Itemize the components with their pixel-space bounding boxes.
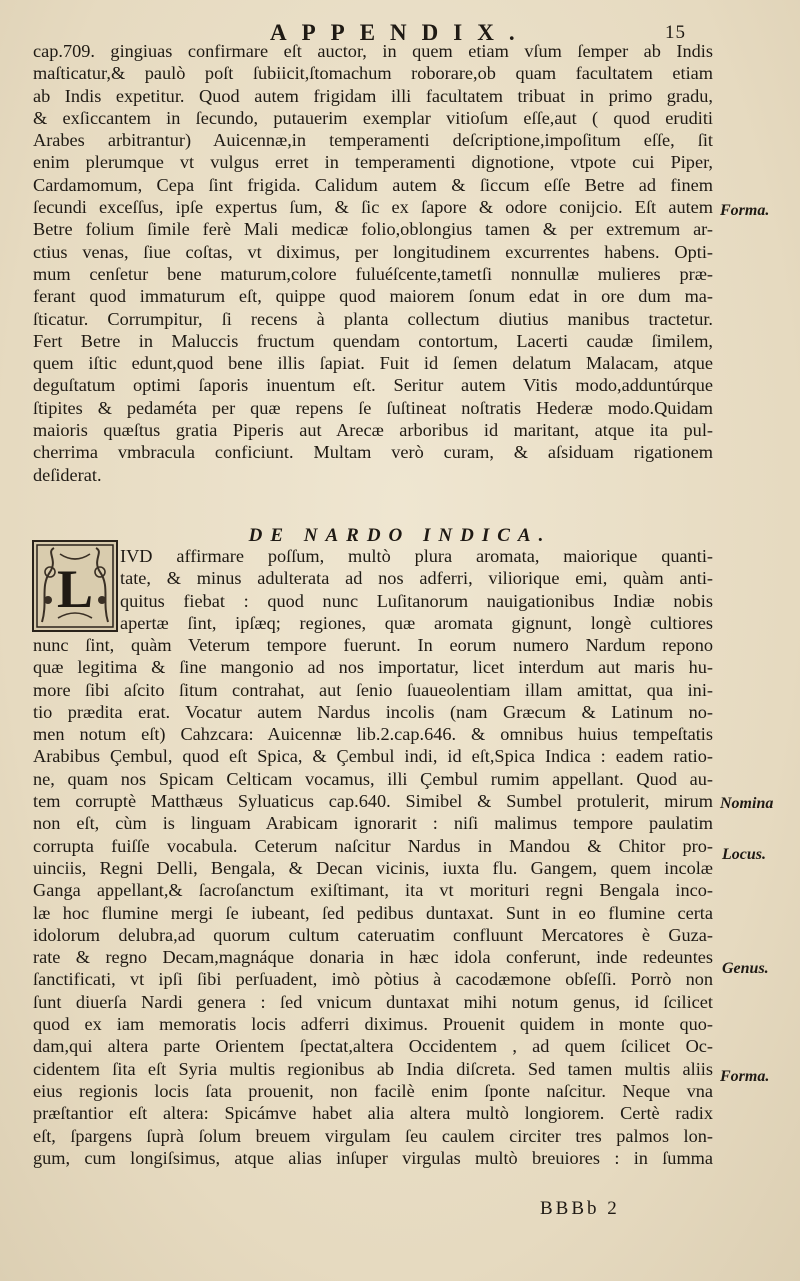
page-header — [0, 10, 800, 44]
text-line: ab Indis expetitur. Quod autem frigidam illi facultatem tribuat in primo gradu, — [33, 85, 713, 106]
text-line: eſt, ſpargens ſuprà ſolum breuem virgulam ſeu caulem circiter tres palmos lon- — [33, 1125, 713, 1146]
text-line: læ hoc flumine mergi ſe iubeant, ſed pedibus duntaxat. Sunt in eo flumine certa — [33, 902, 713, 923]
margin-note-nomina: Nomina — [720, 795, 774, 812]
text-line: dam,qui altera parte Orientem ſpectat,altera Occidentem , ad quem ſcilicet Oc- — [33, 1036, 713, 1057]
text-line: tio prædita erat. Vocatur autem Nardus incolis (nam Græcum & Latinum no- — [33, 701, 713, 722]
text-line: cherrima vmbracula conficiunt. Multam verò curam, & aſsiduam rigationem — [33, 442, 713, 463]
text-line: corrupta fuiſſe vocabula. Ceterum naſcitur Nardus in Mandou & Chitor pro- — [33, 835, 713, 856]
text-line: Fert Betre in Maluccis fructum quendam contortum, Lacerti caudæ ſimilem, — [33, 330, 713, 351]
text-line: ſtipites & pedaméta per quæ repens ſe ſuſtineat noſtratis Hederæ modo.Quidam — [33, 397, 713, 418]
text-line: quæ legitima & ſine mangonio ad nos importatur, licet interdum aut maris hu- — [33, 657, 713, 678]
drop-cap-letter: L — [56, 559, 94, 619]
margin-note-genus: Genus. — [722, 960, 769, 977]
text-line: & exſiccantem in ſecundo, putauerim exemplar vitioſum eſſe,aut ( quod eruditi — [33, 107, 713, 128]
text-line: maſticatur,& paulò poſt ſubiicit,ſtomachum roborare,ob quam facultatem etiam — [33, 63, 713, 84]
section-heading: DE NARDO INDICA. — [248, 525, 552, 546]
text-line: præſtantior eſt altera: Spicámve habet alia altera multò longiorem. Certè radix — [33, 1103, 713, 1124]
body-text-paragraph-2 — [33, 634, 713, 1169]
text-line: idolorum delubra,ad quorum cultum cateruatim confluunt Mercatores è Guza- — [33, 924, 713, 945]
text-line: Cardamomum, Cepa ſint frigida. Calidum autem & ſiccum eſſe Betre ad finem — [33, 174, 713, 195]
text-line: nunc ſint, quàm Veterum tempore fuerunt. In eorum numero Nardum repono — [33, 635, 713, 655]
text-line: ne, quam nos Spicam Celticam vocamus, illi Çembul rumim appellant. Quod au- — [33, 768, 713, 789]
text-line: more ſibi aſcito ſitum contrahat, aut ſenio ſuaueolentiam illam amittat, qua ini- — [33, 679, 713, 700]
text-line: Arabibus Çembul, quod eſt Spica, & Çembul indi, id eſt,Spica Indica : eadem ratio- — [33, 746, 713, 767]
margin-note-forma: Forma. — [720, 202, 770, 219]
text-line: Ganga appellant,& ſacroſanctum exiſtimant, ita vt morituri regni Bengala inco- — [33, 880, 713, 901]
text-line: apertæ ſint, ipſæq; regiones, quæ aromata gignunt, longè cultiores — [120, 612, 713, 633]
text-line: cidentem ſita eſt Syria multis regionibus ab India diſcreta. Sed tamen multis aliis — [33, 1058, 713, 1079]
decorated-initial — [32, 540, 118, 632]
text-line: rate & regno Decam,magnáque donaria in hæc idola conferunt, inde redeuntes — [33, 947, 713, 968]
text-line: tate, & minus adulterata ad nos adferri, viliorique emi, quàm anti- — [120, 568, 713, 589]
text-line: ſticatur. Corrumpitur, ſi recens à planta collectum diutius manibus tractetur. — [33, 308, 713, 329]
text-line: men notum eſt) Cahzcara: Auicennæ lib.2.cap.646. & omnibus huius tempeſtatis — [33, 724, 713, 745]
text-line: cap.709. gingiuas confirmare eſt auctor, in quem etiam vſum ſemper ab Indis — [33, 41, 713, 61]
text-line: gum, cum longiſsimus, atque alias inſuper virgulas multò breuiores : in ſumma — [33, 1147, 713, 1168]
text-line: quitus fiebat : quod nunc Luſitanorum nauigationibus Indiæ nobis — [120, 590, 713, 611]
text-line: Betre folium ſimile ferè Mali medicæ folio,oblongius tamen & per extremum ar- — [33, 219, 713, 240]
text-line: ſunt diuerſa Nardi genera : ſed vnicum duntaxat mihi notum genus, id ſcilicet — [33, 991, 713, 1012]
text-line: eius regionis locis ſata prouenit, non facilè enim ſponte naſcitur. Neque vna — [33, 1080, 713, 1101]
text-line: ſecundi exceſſus, ipſe expertus ſum, & ſic ex ſapore & odore conijcio. Eſt autem — [33, 197, 713, 218]
margin-note-forma-2: Forma. — [720, 1068, 770, 1085]
text-line: maioris quæſtus gratia Piperis aut Arecæ arboribus id maritant, atque ita pul- — [33, 420, 713, 441]
page-number: 15 — [665, 22, 686, 43]
body-text-paragraph-1 — [33, 40, 713, 486]
text-line: deſiderat. — [33, 464, 102, 485]
text-line: non eſt, cùm is linguam Arabicam ignorarit : niſi malimus tempore paulatim — [33, 813, 713, 834]
margin-note-locus: Locus. — [722, 846, 766, 863]
text-line: deguſtatum optimi ſaporis inuentum eſt. Seritur autem Vitis modo,adduntúrque — [33, 375, 713, 396]
text-line: ctius venas, ſiue coſtas, vt diximus, per longitudinem excurrentes habens. Opti- — [33, 241, 713, 262]
text-line: ſanctificati, vt ipſi ſibi perſuadent, imò pòtius à cacodæmone obſeſſi. Porrò non — [33, 969, 713, 990]
text-line: Arabes arbitrantur) Auicennæ,in temperamenti deſcriptione,impoſitum eſſe, ſit — [33, 130, 713, 151]
text-line: ferant quod immaturum eſt, quippe quod maiorem ſonum edat in ore dum ma- — [33, 286, 713, 307]
text-line: tem corruptè Matthæus Syluaticus cap.640. Simibel & Sumbel protulerit, mirum — [33, 791, 713, 812]
text-line: quod ex iam memoratis locis adferri diximus. Prouenit quidem in monte quo- — [33, 1014, 713, 1035]
body-text-paragraph-2-intro — [120, 545, 713, 634]
text-line: uinciis, Regni Delli, Bengala, & Decan vicinis, iuxta flu. Gangem, quem incolæ — [33, 857, 713, 878]
running-title: APPENDIX. — [270, 20, 530, 45]
text-line: quem iſtic edunt,quod bene illis ſapiat. Fuit id ſemen delatum Malacam, atque — [33, 353, 713, 374]
text-line: enim plerumque vt vulgus erret in temperamenti dignotione, vtpote cui Piper, — [33, 152, 713, 173]
signature-mark: BBBb 2 — [540, 1198, 620, 1219]
text-line: mum cenſetur bene maturum,colore fuluéſcente,tametſi nonnullæ mulieres præ- — [33, 263, 713, 284]
text-line: IVD affirmare poſſum, multò plura aromata, maiorique quanti- — [120, 546, 713, 566]
